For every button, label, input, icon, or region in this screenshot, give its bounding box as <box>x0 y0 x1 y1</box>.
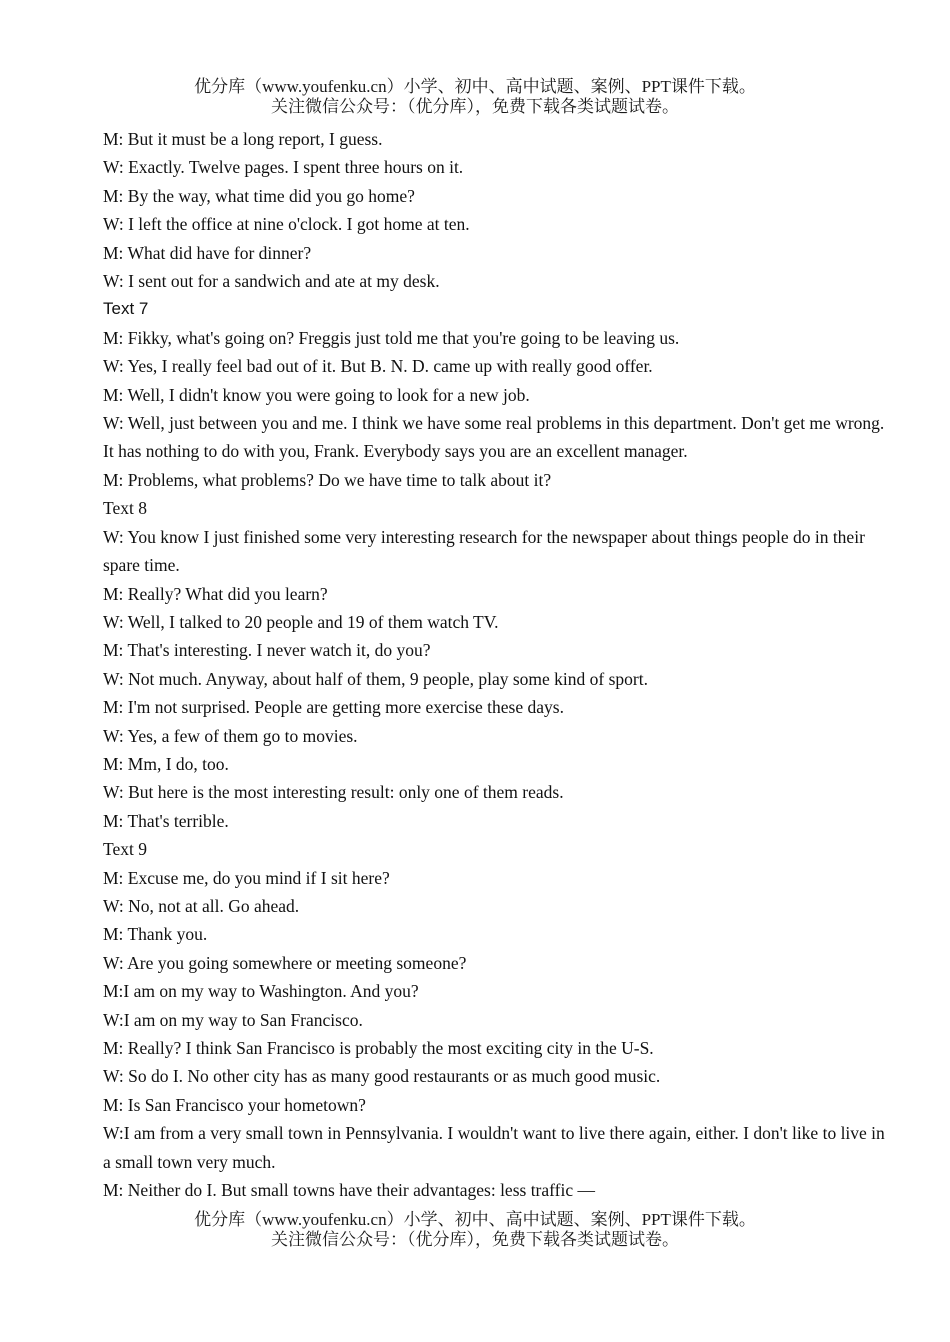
dialogue-line: W: Yes, I really feel bad out of it. But B. N. D. came up with really good offer. <box>103 356 653 377</box>
dialogue-line: W: You know I just finished some very interesting research for the newspaper about things people do in their spare time. <box>103 526 865 576</box>
dialogue-line: M: What did have for dinner? <box>103 242 312 263</box>
dialogue-line: W:I am on my way to San Francisco. <box>103 1009 363 1030</box>
dialogue-line: W: Well, I talked to 20 people and 19 of them watch TV. <box>103 611 499 632</box>
transcript-body <box>103 125 893 1204</box>
dialogue-line: M: That's terrible. <box>103 810 229 831</box>
dialogue-line: M: Really? What did you learn? <box>103 583 328 604</box>
dialogue-line: M: Problems, what problems? Do we have time to talk about it? <box>103 469 552 490</box>
dialogue-line: M: Fikky, what's going on? Freggis just told me that you're going to be leaving us. <box>103 327 680 348</box>
dialogue-line: M: Mm, I do, too. <box>103 753 229 774</box>
header-line-2: 关注微信公众号：（优分库），免费下载各类试题试卷。 <box>271 97 679 116</box>
dialogue-line: W: So do I. No other city has as many good restaurants or as much good music. <box>103 1066 661 1087</box>
dialogue-line: W: I left the office at nine o'clock. I got home at ten. <box>103 214 470 235</box>
dialogue-line: M: Is San Francisco your hometown? <box>103 1094 366 1115</box>
section-heading-text-9: Text 9 <box>103 839 147 860</box>
page-header <box>0 77 950 117</box>
header-line-1: 优分库（www.youfenku.cn）小学、初中、高中试题、案例、PPT课件下载。 <box>194 77 756 96</box>
dialogue-line: W: No, not at all. Go ahead. <box>103 895 300 916</box>
dialogue-line: W:I am from a very small town in Pennsylvania. I wouldn't want to live there again, either. I don't like to live in a small town very much. <box>103 1123 885 1172</box>
dialogue-line: W: Not much. Anyway, about half of them, 9 people, play some kind of sport. <box>103 668 648 689</box>
dialogue-line: M: Excuse me, do you mind if I sit here? <box>103 867 390 888</box>
dialogue-line: M: I'm not surprised. People are getting more exercise these days. <box>103 697 564 718</box>
dialogue-line: W: Well, just between you and me. I think we have some real problems in this department. Don't get me wrong. It has nothing to do with you, Frank. Everybody says you are an excellent manager. <box>103 413 885 462</box>
dialogue-line: M: That's interesting. I never watch it, do you? <box>103 640 431 661</box>
dialogue-line: W: I sent out for a sandwich and ate at my desk. <box>103 271 440 292</box>
section-heading-text-8: Text 8 <box>103 498 147 519</box>
dialogue-line: M: Well, I didn't know you were going to look for a new job. <box>103 384 530 405</box>
dialogue-line: M:I am on my way to Washington. And you? <box>103 981 419 1002</box>
footer-line-1: 优分库（www.youfenku.cn）小学、初中、高中试题、案例、PPT课件下载。 <box>194 1210 756 1229</box>
dialogue-line: W: But here is the most interesting result: only one of them reads. <box>103 782 564 803</box>
footer-line-2: 关注微信公众号：（优分库），免费下载各类试题试卷。 <box>271 1230 679 1249</box>
section-heading-text-7: Text 7 <box>103 299 149 319</box>
dialogue-line: W: Exactly. Twelve pages. I spent three hours on it. <box>103 157 464 178</box>
page-footer <box>0 1210 950 1250</box>
dialogue-line: W: Yes, a few of them go to movies. <box>103 725 358 746</box>
dialogue-line: W: Are you going somewhere or meeting someone? <box>103 952 467 973</box>
dialogue-line: M: Really? I think San Francisco is probably the most exciting city in the U-S. <box>103 1038 654 1058</box>
dialogue-line: M: But it must be a long report, I guess. <box>103 129 383 149</box>
dialogue-line: M: By the way, what time did you go home? <box>103 185 415 206</box>
dialogue-line: M: Thank you. <box>103 924 208 945</box>
dialogue-line: M: Neither do I. But small towns have their advantages: less traffic — <box>103 1180 595 1201</box>
